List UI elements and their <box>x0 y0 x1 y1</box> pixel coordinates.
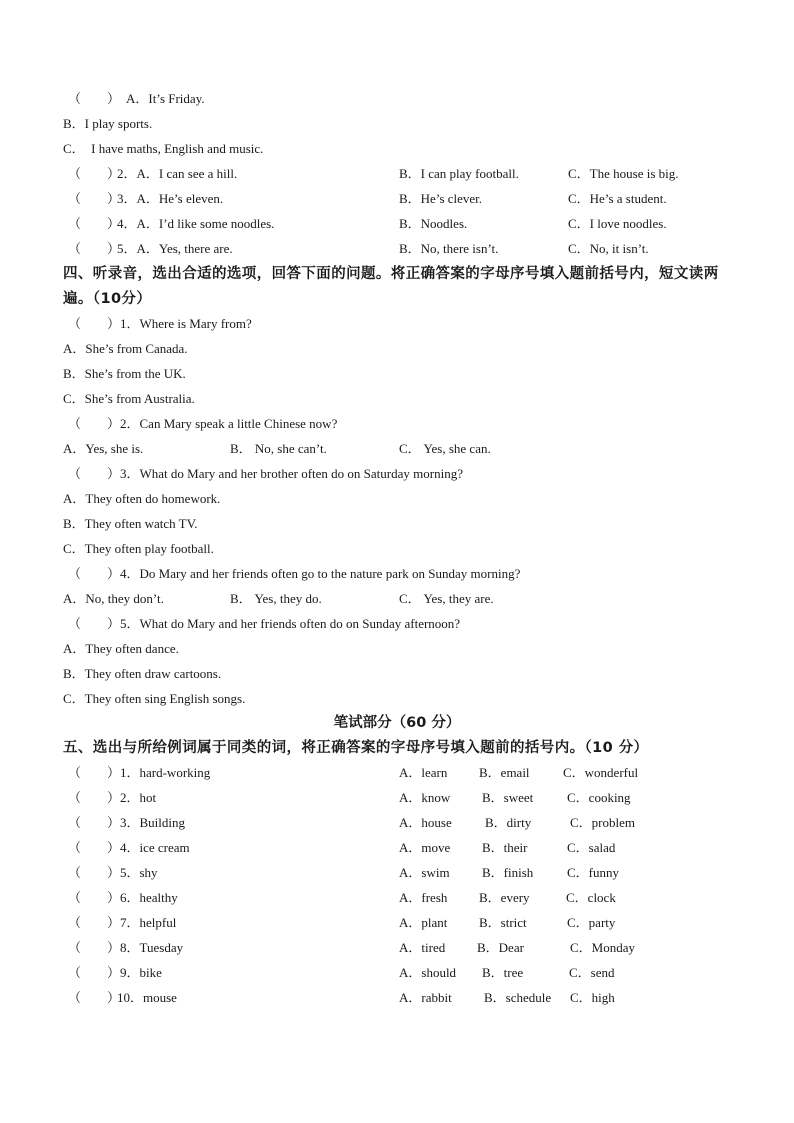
p5-option-a: A．tired <box>399 940 446 955</box>
p5-example-word: 2．hot <box>120 790 157 805</box>
p5-option-b: B．Dear <box>477 940 524 955</box>
p3-q5-option-c: C．No, it isn’t. <box>568 241 649 256</box>
p5-example-word: 8．Tuesday <box>120 940 184 955</box>
p3-q5-row <box>0 239 794 259</box>
answer-paren[interactable]: （ ） <box>68 865 121 880</box>
p5-example-word: 9．bike <box>120 965 162 980</box>
p4-q1-row <box>0 314 794 334</box>
p4-q2-option-b: B． No, she can’t. <box>230 441 327 456</box>
p5-option-b: B．finish <box>482 865 534 880</box>
answer-paren[interactable]: （ ） <box>68 416 121 431</box>
p5-row <box>0 763 794 783</box>
p5-option-a: A．should <box>399 965 457 980</box>
p5-option-c: C．salad <box>567 840 616 855</box>
p4-q4-stem: 4．Do Mary and her friends often go to the nature park on Sunday morning? <box>120 566 521 581</box>
p5-option-a: A．rabbit <box>399 990 452 1005</box>
p5-row <box>0 838 794 858</box>
p3-q2-option-c: C．The house is big. <box>568 166 679 181</box>
p4-q4-row <box>0 564 794 584</box>
answer-paren[interactable]: （ ） <box>68 616 121 631</box>
p3-q4-stem: 4．A．I’d like some noodles. <box>117 216 275 231</box>
p5-example-word: 7．helpful <box>120 915 177 930</box>
p4-q4-option-c: C． Yes, they are. <box>399 591 494 606</box>
p5-option-a: A．move <box>399 840 451 855</box>
p5-option-a: A．swim <box>399 865 450 880</box>
p4-q3-option-b: B．They often watch TV. <box>63 516 198 531</box>
p4-q5-option-c: C．They often sing English songs. <box>63 691 246 706</box>
answer-paren[interactable]: （ ） <box>68 316 121 331</box>
p3-q3-stem: 3．A．He’s eleven. <box>117 191 224 206</box>
p5-option-b: B．dirty <box>485 815 532 830</box>
answer-paren[interactable]: （ ） <box>68 915 121 930</box>
p3-q1-row <box>0 89 794 109</box>
answer-paren[interactable]: （ ） <box>68 566 121 581</box>
answer-paren[interactable]: （ ） <box>68 166 121 181</box>
p5-example-word: 3．Building <box>120 815 186 830</box>
p3-q3-option-c: C．He’s a student. <box>568 191 667 206</box>
answer-paren[interactable]: （ ） <box>68 91 121 106</box>
answer-paren[interactable]: （ ） <box>68 965 121 980</box>
answer-paren[interactable]: （ ） <box>68 191 121 206</box>
p4-q1-option-a: A．She’s from Canada. <box>63 341 188 356</box>
answer-paren[interactable]: （ ） <box>68 990 121 1005</box>
written-section-title: 笔试部分（60 分） <box>333 715 461 731</box>
p4-q4-option-b: B． Yes, they do. <box>230 591 322 606</box>
answer-paren[interactable]: （ ） <box>68 466 121 481</box>
p5-option-c: C．funny <box>567 865 620 880</box>
p3-q4-option-b: B．Noodles. <box>399 216 468 231</box>
p4-q1-option-c: C．She’s from Australia. <box>63 391 195 406</box>
p5-example-word: 6．healthy <box>120 890 178 905</box>
p3-q2-stem: 2．A．I can see a hill. <box>117 166 238 181</box>
p5-option-c: C．problem <box>570 815 635 830</box>
p3-q1-option-a: A．It’s Friday. <box>126 91 205 106</box>
p5-row <box>0 913 794 933</box>
answer-paren[interactable]: （ ） <box>68 815 121 830</box>
p3-q1-option-b: B．I play sports. <box>63 116 153 131</box>
p5-row <box>0 888 794 908</box>
p3-q3-row <box>0 189 794 209</box>
p5-option-b: B．sweet <box>482 790 534 805</box>
p4-q4-option-a: A．No, they don’t. <box>63 591 164 606</box>
p4-q5-option-a: A．They often dance. <box>63 641 179 656</box>
p5-option-c: C．high <box>570 990 615 1005</box>
p5-example-word: 5．shy <box>120 865 158 880</box>
p3-q5-option-b: B．No, there isn’t. <box>399 241 499 256</box>
p4-q2-stem: 2．Can Mary speak a little Chinese now? <box>120 416 338 431</box>
p3-q4-row <box>0 214 794 234</box>
answer-paren[interactable]: （ ） <box>68 790 121 805</box>
p5-option-b: B．strict <box>479 915 527 930</box>
p5-option-a: A．house <box>399 815 452 830</box>
p5-row <box>0 788 794 808</box>
part5-heading: 五、选出与所给例词属于同类的词，将正确答案的字母序号填入题前的括号内。（10 分） <box>63 740 649 756</box>
p5-option-b: B．tree <box>482 965 524 980</box>
p4-q1-option-b: B．She’s from the UK. <box>63 366 186 381</box>
p4-q2-option-c: C． Yes, she can. <box>399 441 491 456</box>
p4-q3-row <box>0 464 794 484</box>
p4-q3-stem: 3．What do Mary and her brother often do on Saturday morning? <box>120 466 463 481</box>
p5-option-b: B．their <box>482 840 528 855</box>
p5-example-word: 1．hard-working <box>120 765 211 780</box>
p5-option-c: C．send <box>569 965 615 980</box>
answer-paren[interactable]: （ ） <box>68 216 121 231</box>
p5-option-a: A．plant <box>399 915 448 930</box>
p4-q2-option-a: A．Yes, she is. <box>63 441 144 456</box>
answer-paren[interactable]: （ ） <box>68 840 121 855</box>
p5-row <box>0 988 794 1008</box>
p4-q5-option-b: B．They often draw cartoons. <box>63 666 222 681</box>
p4-q3-option-a: A．They often do homework. <box>63 491 221 506</box>
p5-row <box>0 963 794 983</box>
answer-paren[interactable]: （ ） <box>68 241 121 256</box>
p3-q5-stem: 5．A．Yes, there are. <box>117 241 233 256</box>
p3-q2-row <box>0 164 794 184</box>
p4-q5-row <box>0 614 794 634</box>
p4-q3-option-c: C．They often play football. <box>63 541 214 556</box>
p3-q4-option-c: C．I love noodles. <box>568 216 667 231</box>
p5-option-c: C．wonderful <box>563 765 639 780</box>
answer-paren[interactable]: （ ） <box>68 940 121 955</box>
part4-heading: 四、听录音，选出合适的选项，回答下面的问题。将正确答案的字母序号填入题前括号内，短文读两遍。（10分） <box>63 266 719 307</box>
p3-q1-option-c: C． I have maths, English and music. <box>63 141 264 156</box>
p5-example-word: 4．ice cream <box>120 840 190 855</box>
p3-q3-option-b: B．He’s clever. <box>399 191 483 206</box>
p5-option-c: C．cooking <box>567 790 631 805</box>
answer-paren[interactable]: （ ） <box>68 765 121 780</box>
p5-row <box>0 938 794 958</box>
p4-q2-row <box>0 414 794 434</box>
p5-option-b: B．schedule <box>484 990 552 1005</box>
answer-paren[interactable]: （ ） <box>68 890 121 905</box>
p4-q4-options <box>0 589 794 609</box>
p5-row <box>0 813 794 833</box>
p5-row <box>0 863 794 883</box>
p5-option-c: C．clock <box>566 890 616 905</box>
p4-q1-stem: 1．Where is Mary from? <box>120 316 252 331</box>
p5-option-a: A．fresh <box>399 890 448 905</box>
p4-q5-stem: 5．What do Mary and her friends often do on Sunday afternoon? <box>120 616 461 631</box>
p4-q2-options <box>0 439 794 459</box>
p5-option-a: A．learn <box>399 765 448 780</box>
p5-option-a: A．know <box>399 790 451 805</box>
p5-option-c: C．Monday <box>570 940 636 955</box>
p5-option-c: C．party <box>567 915 616 930</box>
p3-q2-option-b: B．I can play football. <box>399 166 519 181</box>
p5-example-word: 10．mouse <box>117 990 177 1005</box>
p5-option-b: B．every <box>479 890 530 905</box>
p5-option-b: B．email <box>479 765 530 780</box>
